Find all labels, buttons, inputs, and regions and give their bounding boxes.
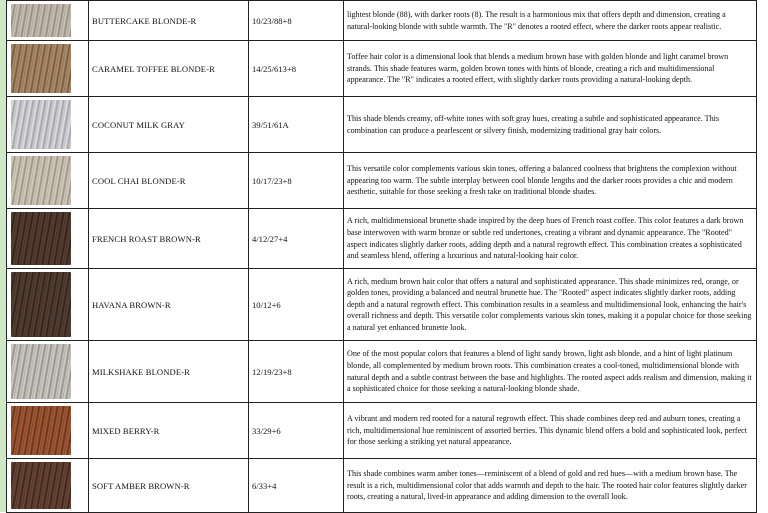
shade-description: lightest blonde (88), with darker roots (8). The result is a harmonious mix that offers depth and dimension, creating a natural-looking blonde with subtle warmth. The "R" denotes a rooted effect, where the darker roots appear realistic. xyxy=(344,1,757,41)
swatch-cell xyxy=(7,209,89,269)
hair-swatch-image xyxy=(11,272,71,337)
table-row xyxy=(7,341,757,403)
hair-color-table-sheet xyxy=(6,0,756,512)
shade-name: BUTTERCAKE BLONDE-R xyxy=(89,1,249,41)
shade-code: 10/12+6 xyxy=(249,269,344,341)
table-row xyxy=(7,269,757,341)
shade-description: A vibrant and modern red rooted for a natural regrowth effect. This shade combines deep red and auburn tones, creating a rich, multidimensional hue reminiscent of assorted berries. This dynamic blend offers a bold and sophisticated look, perfect for those seeking a striking yet natural appearance. xyxy=(344,403,757,459)
hair-swatch-image xyxy=(11,344,71,399)
shade-description: This versatile color complements various skin tones, offering a balanced coolness that brightens the complexion without appearing too warm. The subtle interplay between cool blonde lengths and the darker roots provides a chic and modern aesthetic, suitable for those seeking a fresh take on traditional blonde shades. xyxy=(344,153,757,209)
hair-swatch-image xyxy=(11,156,71,205)
shade-name: FRENCH ROAST BROWN-R xyxy=(89,209,249,269)
shade-name: SOFT AMBER BROWN-R xyxy=(89,459,249,513)
hair-swatch-image xyxy=(11,212,71,265)
table-row xyxy=(7,209,757,269)
shade-name: HAVANA BROWN-R xyxy=(89,269,249,341)
shade-code: 10/23/88+8 xyxy=(249,1,344,41)
shade-code: 39/51/61A xyxy=(249,97,344,153)
hair-swatch-image xyxy=(11,406,71,455)
shade-description: A rich, multidimensional brunette shade inspired by the deep hues of French roast coffee. This color features a dark brown base interwoven with warm bronze or subtle red undertones, creating a vibrant and dynamic appearance. The "Rooted" aspect indicates slightly darker roots, adding depth and a natural regrowth effect. This combination creates a sophisticated and seamless blend, offering a luxurious and natural-looking hair color. xyxy=(344,209,757,269)
shade-name: COOL CHAI BLONDE-R xyxy=(89,153,249,209)
swatch-cell xyxy=(7,459,89,513)
shade-description: Toffee hair color is a dimensional look that blends a medium brown base with golden blonde and light caramel brown strands. This shade features warm, golden brown tones with hints of blonde, creating a rich and multidimensional appearance. The "R" indicates a rooted effect, with slightly darker roots providing a natural-looking depth. xyxy=(344,41,757,97)
table-row xyxy=(7,403,757,459)
shade-code: 4/12/27+4 xyxy=(249,209,344,269)
shade-description: A rich, medium brown hair color that offers a natural and sophisticated appearance. This shade minimizes red, orange, or golden tones, providing a balanced and neutral brunette hue. The "Rooted" aspect indicates slightly darker roots, adding depth and a natural regrowth effect. This combination results in a seamless and multidimensional look, enhancing the hair's overall richness and depth. This versatile color complements various skin tones, making it a popular choice for those seeking a natural yet enhanced brunette look. xyxy=(344,269,757,341)
shade-name: COCONUT MILK GRAY xyxy=(89,97,249,153)
table-row xyxy=(7,459,757,513)
shade-description: One of the most popular colors that features a blend of light sandy brown, light ash blonde, and a hint of light platinum blonde, all complemented by medium brown roots. This combination creates a cool-toned, multidimensional blonde with natural depth and a subtle contrast between the base and highlights. The rooted aspect adds realism and dimension, making it a sophisticated choice for those seeking a natural-looking blonde shade. xyxy=(344,341,757,403)
swatch-cell xyxy=(7,97,89,153)
hair-swatch-image xyxy=(11,462,71,509)
shade-name: MILKSHAKE BLONDE-R xyxy=(89,341,249,403)
hair-swatch-image xyxy=(11,100,71,149)
shade-code: 12/19/23+8 xyxy=(249,341,344,403)
table-row xyxy=(7,41,757,97)
hair-swatch-image xyxy=(11,44,71,93)
shade-description: This shade blends creamy, off-white tones with soft gray hues, creating a subtle and sophisticated appearance. This combination can produce a pearlescent or silvery finish, modernizing traditional gray hair colors. xyxy=(344,97,757,153)
table-row xyxy=(7,1,757,41)
hair-swatch-image xyxy=(11,4,71,37)
shade-code: 10/17/23+8 xyxy=(249,153,344,209)
shade-code: 14/25/613+8 xyxy=(249,41,344,97)
swatch-cell xyxy=(7,1,89,41)
hair-color-table xyxy=(6,0,757,513)
swatch-cell xyxy=(7,341,89,403)
swatch-cell xyxy=(7,153,89,209)
swatch-cell xyxy=(7,41,89,97)
swatch-cell xyxy=(7,403,89,459)
table-row xyxy=(7,153,757,209)
shade-name: MIXED BERRY-R xyxy=(89,403,249,459)
table-row xyxy=(7,97,757,153)
shade-code: 33/29+6 xyxy=(249,403,344,459)
shade-code: 6/33+4 xyxy=(249,459,344,513)
shade-name: CARAMEL TOFFEE BLONDE-R xyxy=(89,41,249,97)
swatch-cell xyxy=(7,269,89,341)
shade-description: This shade combines warm amber tones—reminiscent of a blend of gold and red hues—with a medium brown base. The result is a rich, multidimensional color that adds warmth and depth to the hair. The rooted hair color features slightly darker roots, creating a natural, lived-in appearance and adding dimension to the overall look. xyxy=(344,459,757,513)
